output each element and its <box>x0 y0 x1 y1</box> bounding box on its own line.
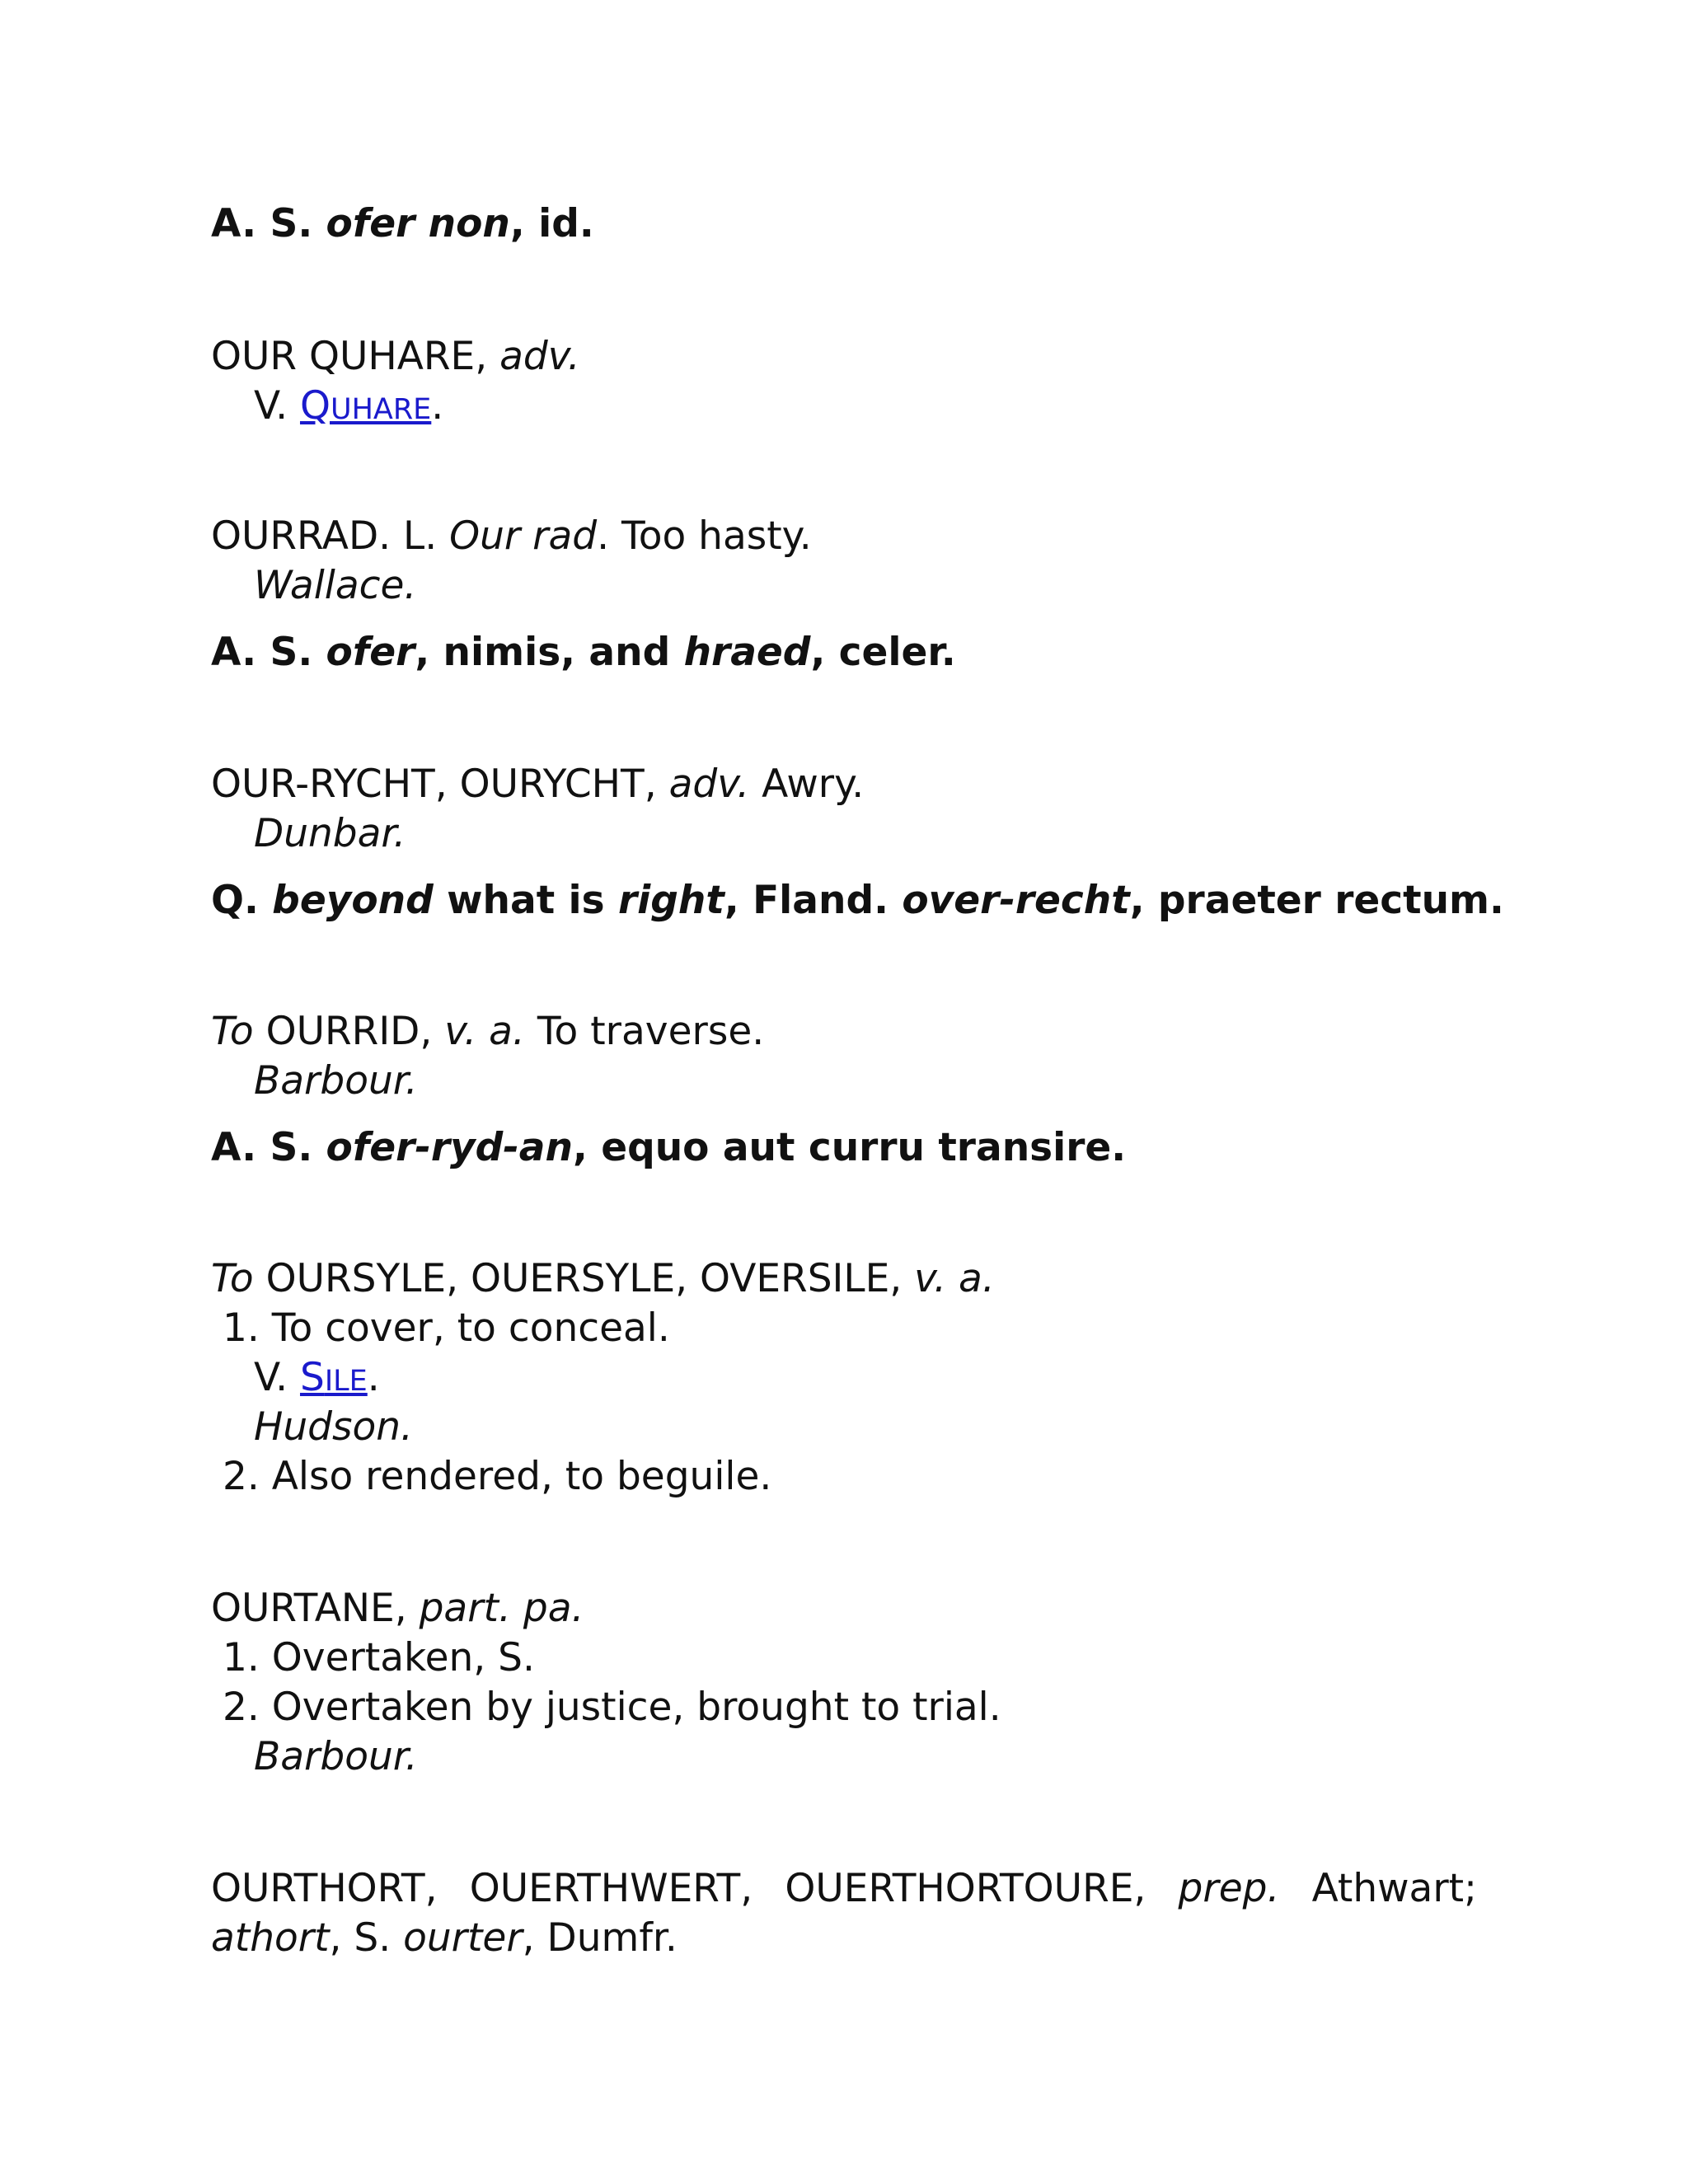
sense-text: 2. Overtaken by justice, brought to trial. <box>223 1685 1001 1730</box>
sense-text: 2. Also rendered, to beguile. <box>223 1454 772 1499</box>
etymology-word: over-recht <box>902 878 1130 923</box>
etymology-text: what is <box>433 878 618 923</box>
source-citation <box>254 1057 418 1106</box>
source-citation <box>254 1732 418 1782</box>
part-of-speech: v. a. <box>914 1256 995 1301</box>
verb-marker: To <box>211 1009 254 1054</box>
etymology-text: , Fland. <box>724 878 903 923</box>
dictionary-page <box>211 0 1504 2184</box>
headword-variant: OUERTHWERT, <box>469 1866 753 1911</box>
cross-reference-prefix: V. <box>254 1355 300 1400</box>
etymology-text: A. S. <box>211 201 326 246</box>
headword: OUR QUHARE, <box>211 334 500 379</box>
etymology-text: Q. <box>211 878 273 923</box>
sense-2 <box>223 1683 1001 1732</box>
definition-text: , S. <box>329 1915 404 1961</box>
source-author: Hudson. <box>254 1404 413 1450</box>
entry-headword-line <box>211 332 580 382</box>
etymology-text: A. S. <box>211 630 326 675</box>
etymology-word: right <box>617 878 724 923</box>
definition-continuation <box>211 1914 678 1963</box>
entry-headword-line <box>211 1864 1477 1914</box>
source-author: Barbour. <box>254 1734 418 1779</box>
link-initial: S <box>299 1355 325 1400</box>
part-of-speech: part. pa. <box>419 1586 584 1631</box>
source-citation <box>254 809 406 859</box>
source-author: Barbour. <box>254 1058 418 1104</box>
variant-form: Our rad <box>449 513 598 559</box>
etymology-line <box>211 1123 1126 1173</box>
etymology-text: A. S. <box>211 1125 326 1170</box>
etymology-line <box>211 876 1504 926</box>
entry-headword-line <box>211 1584 584 1633</box>
variant-form: ourter <box>403 1915 523 1961</box>
etymology-text: , id. <box>509 201 594 246</box>
headword: OURTHORT, <box>211 1866 438 1911</box>
entry-headword-line <box>211 1007 764 1057</box>
headword: OUR-RYCHT, OURYCHT, <box>211 762 669 807</box>
part-of-speech: adv. <box>668 762 750 807</box>
etymology-word: beyond <box>272 878 434 923</box>
etymology-word: ofer non <box>326 201 510 246</box>
cross-reference-suffix: . <box>367 1355 380 1400</box>
cross-reference-line <box>254 382 443 434</box>
etymology-word: ofer-ryd-an <box>326 1125 573 1170</box>
sense-2 <box>223 1452 771 1502</box>
definition: . Too hasty. <box>597 513 812 559</box>
part-of-speech: adv. <box>499 334 580 379</box>
etymology-text: , equo aut curru transire. <box>572 1125 1127 1170</box>
etymology-line <box>211 199 594 249</box>
link-initial: Q <box>299 383 331 429</box>
verb-marker: To <box>211 1256 254 1301</box>
etymology-text: , celer. <box>810 630 956 675</box>
etymology-word: ofer <box>326 630 415 675</box>
sense-text: 1. Overtaken, S. <box>223 1635 535 1680</box>
headword: OURSYLE, OUERSYLE, OVERSILE, <box>253 1256 915 1301</box>
headword: OURRID, <box>253 1009 445 1054</box>
source-citation <box>254 561 416 611</box>
etymology-word: hraed <box>683 630 811 675</box>
sense-1 <box>223 1304 670 1353</box>
cross-reference-link-sile[interactable] <box>300 1355 368 1400</box>
cross-reference-prefix: V. <box>254 383 300 429</box>
headword-variant: OUERTHORTOURE, <box>785 1866 1146 1911</box>
source-citation <box>254 1403 413 1452</box>
source-author: Dunbar. <box>254 811 406 856</box>
entry-headword-line <box>211 1254 995 1304</box>
link-rest: ILE <box>324 1365 368 1398</box>
etymology-text: , nimis, and <box>415 630 684 675</box>
link-rest: UHARE <box>330 393 432 426</box>
sense-1 <box>223 1633 535 1683</box>
definition: Awry. <box>749 762 865 807</box>
cross-reference-line <box>254 1353 380 1406</box>
definition: Athwart; <box>1311 1866 1477 1911</box>
headword: OURTANE, <box>211 1586 420 1631</box>
sense-text: 1. To cover, to conceal. <box>223 1305 670 1351</box>
part-of-speech: v. a. <box>444 1009 525 1054</box>
variant-form: athort <box>211 1915 330 1961</box>
entry-headword-line <box>211 760 864 809</box>
entry-headword-line <box>211 512 812 561</box>
etymology-text: , praeter rectum. <box>1129 878 1504 923</box>
cross-reference-suffix: . <box>431 383 444 429</box>
etymology-line <box>211 628 956 677</box>
definition-text: , Dumfr. <box>522 1915 678 1961</box>
part-of-speech: prep. <box>1178 1866 1280 1911</box>
definition: To traverse. <box>524 1009 765 1054</box>
headword: OURRAD. L. <box>211 513 450 559</box>
cross-reference-link-quhare[interactable] <box>300 383 431 429</box>
source-author: Wallace. <box>254 563 417 608</box>
